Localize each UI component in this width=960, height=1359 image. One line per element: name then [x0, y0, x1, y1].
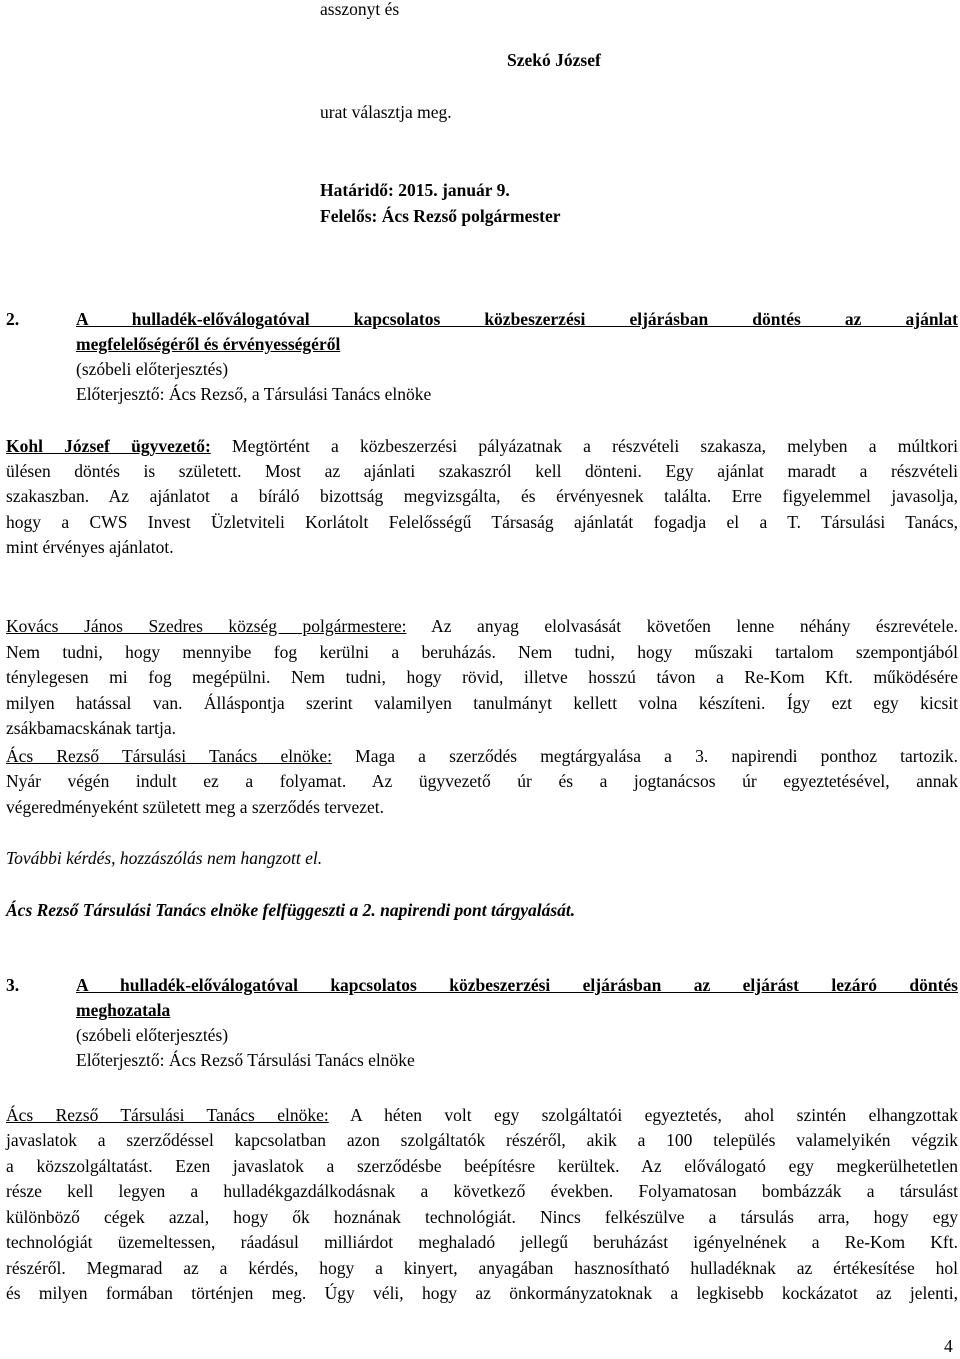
presenter: Előterjesztő: Ács Rezső Társulási Tanács elnöke — [76, 1050, 415, 1070]
paragraph-line: végeredményeként született meg a szerződés tervezet. — [6, 797, 385, 817]
paragraph-text: Maga a szerződés megtárgyalása a 3. napirendi ponthoz tartozik. — [355, 746, 959, 766]
paragraph-line: és milyen formában történjen meg. Úgy véli, hogy az önkormányzatoknak a legkisebb kockázatot az jelenti, — [6, 1283, 958, 1303]
paragraph-line: zsákbamacskának tartja. — [6, 718, 177, 738]
text-line: urat választja meg. — [320, 102, 452, 122]
paragraph-line: milyen hatással van. Álláspontja szerint valamilyen tanulmányt kellett volna készíteni. Így ezt egy kicsit — [6, 693, 958, 713]
closing-note: További kérdés, hozzászólás nem hangzott el. — [6, 848, 323, 868]
paragraph-line: ülésen döntés is született. Most az ajánlati szakaszról kell dönteni. Egy ajánlat maradt a részvételi — [6, 461, 958, 481]
paragraph-line: Nyár végén indult ez a folyamat. Az ügyvezető úr és a jogtanácsos úr egyeztetésével, annak — [6, 771, 958, 791]
paragraph-line: hogy a CWS Invest Üzletviteli Korlátolt Felelősségű Társaság ajánlatát fogadja el a T. Társulási Tanács, — [6, 512, 958, 532]
agenda-title: megfelelőségéről és érvényességéről — [76, 334, 341, 354]
paragraph-line: szakaszban. Az ajánlatot a bíráló bizottság megvizsgálta, és érvényesnek találta. Erre figyelemmel javasolja, — [6, 486, 958, 506]
paragraph-line: a közszolgáltatást. Ezen javaslatok a szerződésbe beépítésre kerültek. Az előválogató egy megkerülhetetlen — [6, 1156, 958, 1176]
paragraph-line: mint érvényes ajánlatot. — [6, 537, 174, 557]
agenda-title: meghozatala — [76, 1000, 171, 1020]
agenda-title: A hulladék-előválogatóval kapcsolatos közbeszerzési eljárásban döntés az ajánlat — [76, 309, 958, 329]
oral-note: (szóbeli előterjesztés) — [76, 1025, 229, 1045]
presenter: Előterjesztő: Ács Rezső, a Társulási Tanács elnöke — [76, 384, 432, 404]
agenda-number: 2. — [6, 309, 20, 329]
paragraph-text: Megtörtént a közbeszerzési pályázatnak a részvételi szakasza, melyben a múltkori — [232, 436, 959, 456]
agenda-number: 3. — [6, 975, 20, 995]
paragraph-line — [6, 434, 958, 459]
page-number: 4 — [944, 1336, 953, 1356]
paragraph-line — [6, 744, 958, 769]
elected-name: Szekó József — [507, 50, 601, 70]
oral-note: (szóbeli előterjesztés) — [76, 359, 229, 379]
paragraph-line: Nem tudni, hogy mennyibe fog kerülni a beruházás. Nem tudni, hogy műszaki tartalom szempontjából — [6, 642, 958, 662]
paragraph-text: A héten volt egy szolgáltatói egyeztetés, ahol szintén elhangzottak — [350, 1105, 958, 1125]
paragraph-line — [6, 1103, 958, 1128]
paragraph-line: különböző cégek azzal, hogy ők hoznának technológiát. Nincs felkészülve a társulás arra, hogy egy — [6, 1207, 958, 1227]
suspension-note: Ács Rezső Társulási Tanács elnöke felfüggeszti a 2. napirendi pont tárgyalását. — [6, 900, 576, 920]
paragraph-line: részéről. Megmarad az a kérdés, hogy a kinyert, anyagában hasznosítható hulladéknak az értékesítése hol — [6, 1258, 958, 1278]
paragraph-line — [6, 614, 958, 639]
agenda-title: A hulladék-előválogatóval kapcsolatos közbeszerzési eljárásban az eljárást lezáró döntés — [76, 975, 958, 995]
deadline: Határidő: 2015. január 9. — [320, 180, 510, 200]
paragraph-line: ténylegesen mi fog megépülni. Nem tudni, hogy rövid, illetve hosszú távon a Re-Kom Kft. működésére — [6, 667, 958, 687]
responsible: Felelős: Ács Rezső polgármester — [320, 206, 561, 226]
paragraph-line: technológiát üzemeltessen, ráadásul milliárdot meghaladó jellegű beruházást igényelnének a Re-Kom Kft. — [6, 1232, 958, 1252]
speaker: Kohl József ügyvezető: — [6, 436, 211, 456]
text-line: asszonyt és — [320, 0, 400, 19]
paragraph-line: javaslatok a szerződéssel kapcsolatban azon szolgáltatók részéről, akik a 100 település valamelyikén végzik — [6, 1130, 958, 1150]
speaker: Ács Rezső Társulási Tanács elnöke: — [6, 1105, 329, 1125]
speaker: Ács Rezső Társulási Tanács elnöke: — [6, 746, 332, 766]
speaker: Kovács János Szedres község polgármestere: — [6, 616, 407, 636]
paragraph-line: része kell legyen a hulladékgazdálkodásnak a következő években. Folyamatosan bombázzák a társulást — [6, 1181, 958, 1201]
paragraph-text: Az anyag elolvasását követően lenne néhány észrevétele. — [431, 616, 958, 636]
